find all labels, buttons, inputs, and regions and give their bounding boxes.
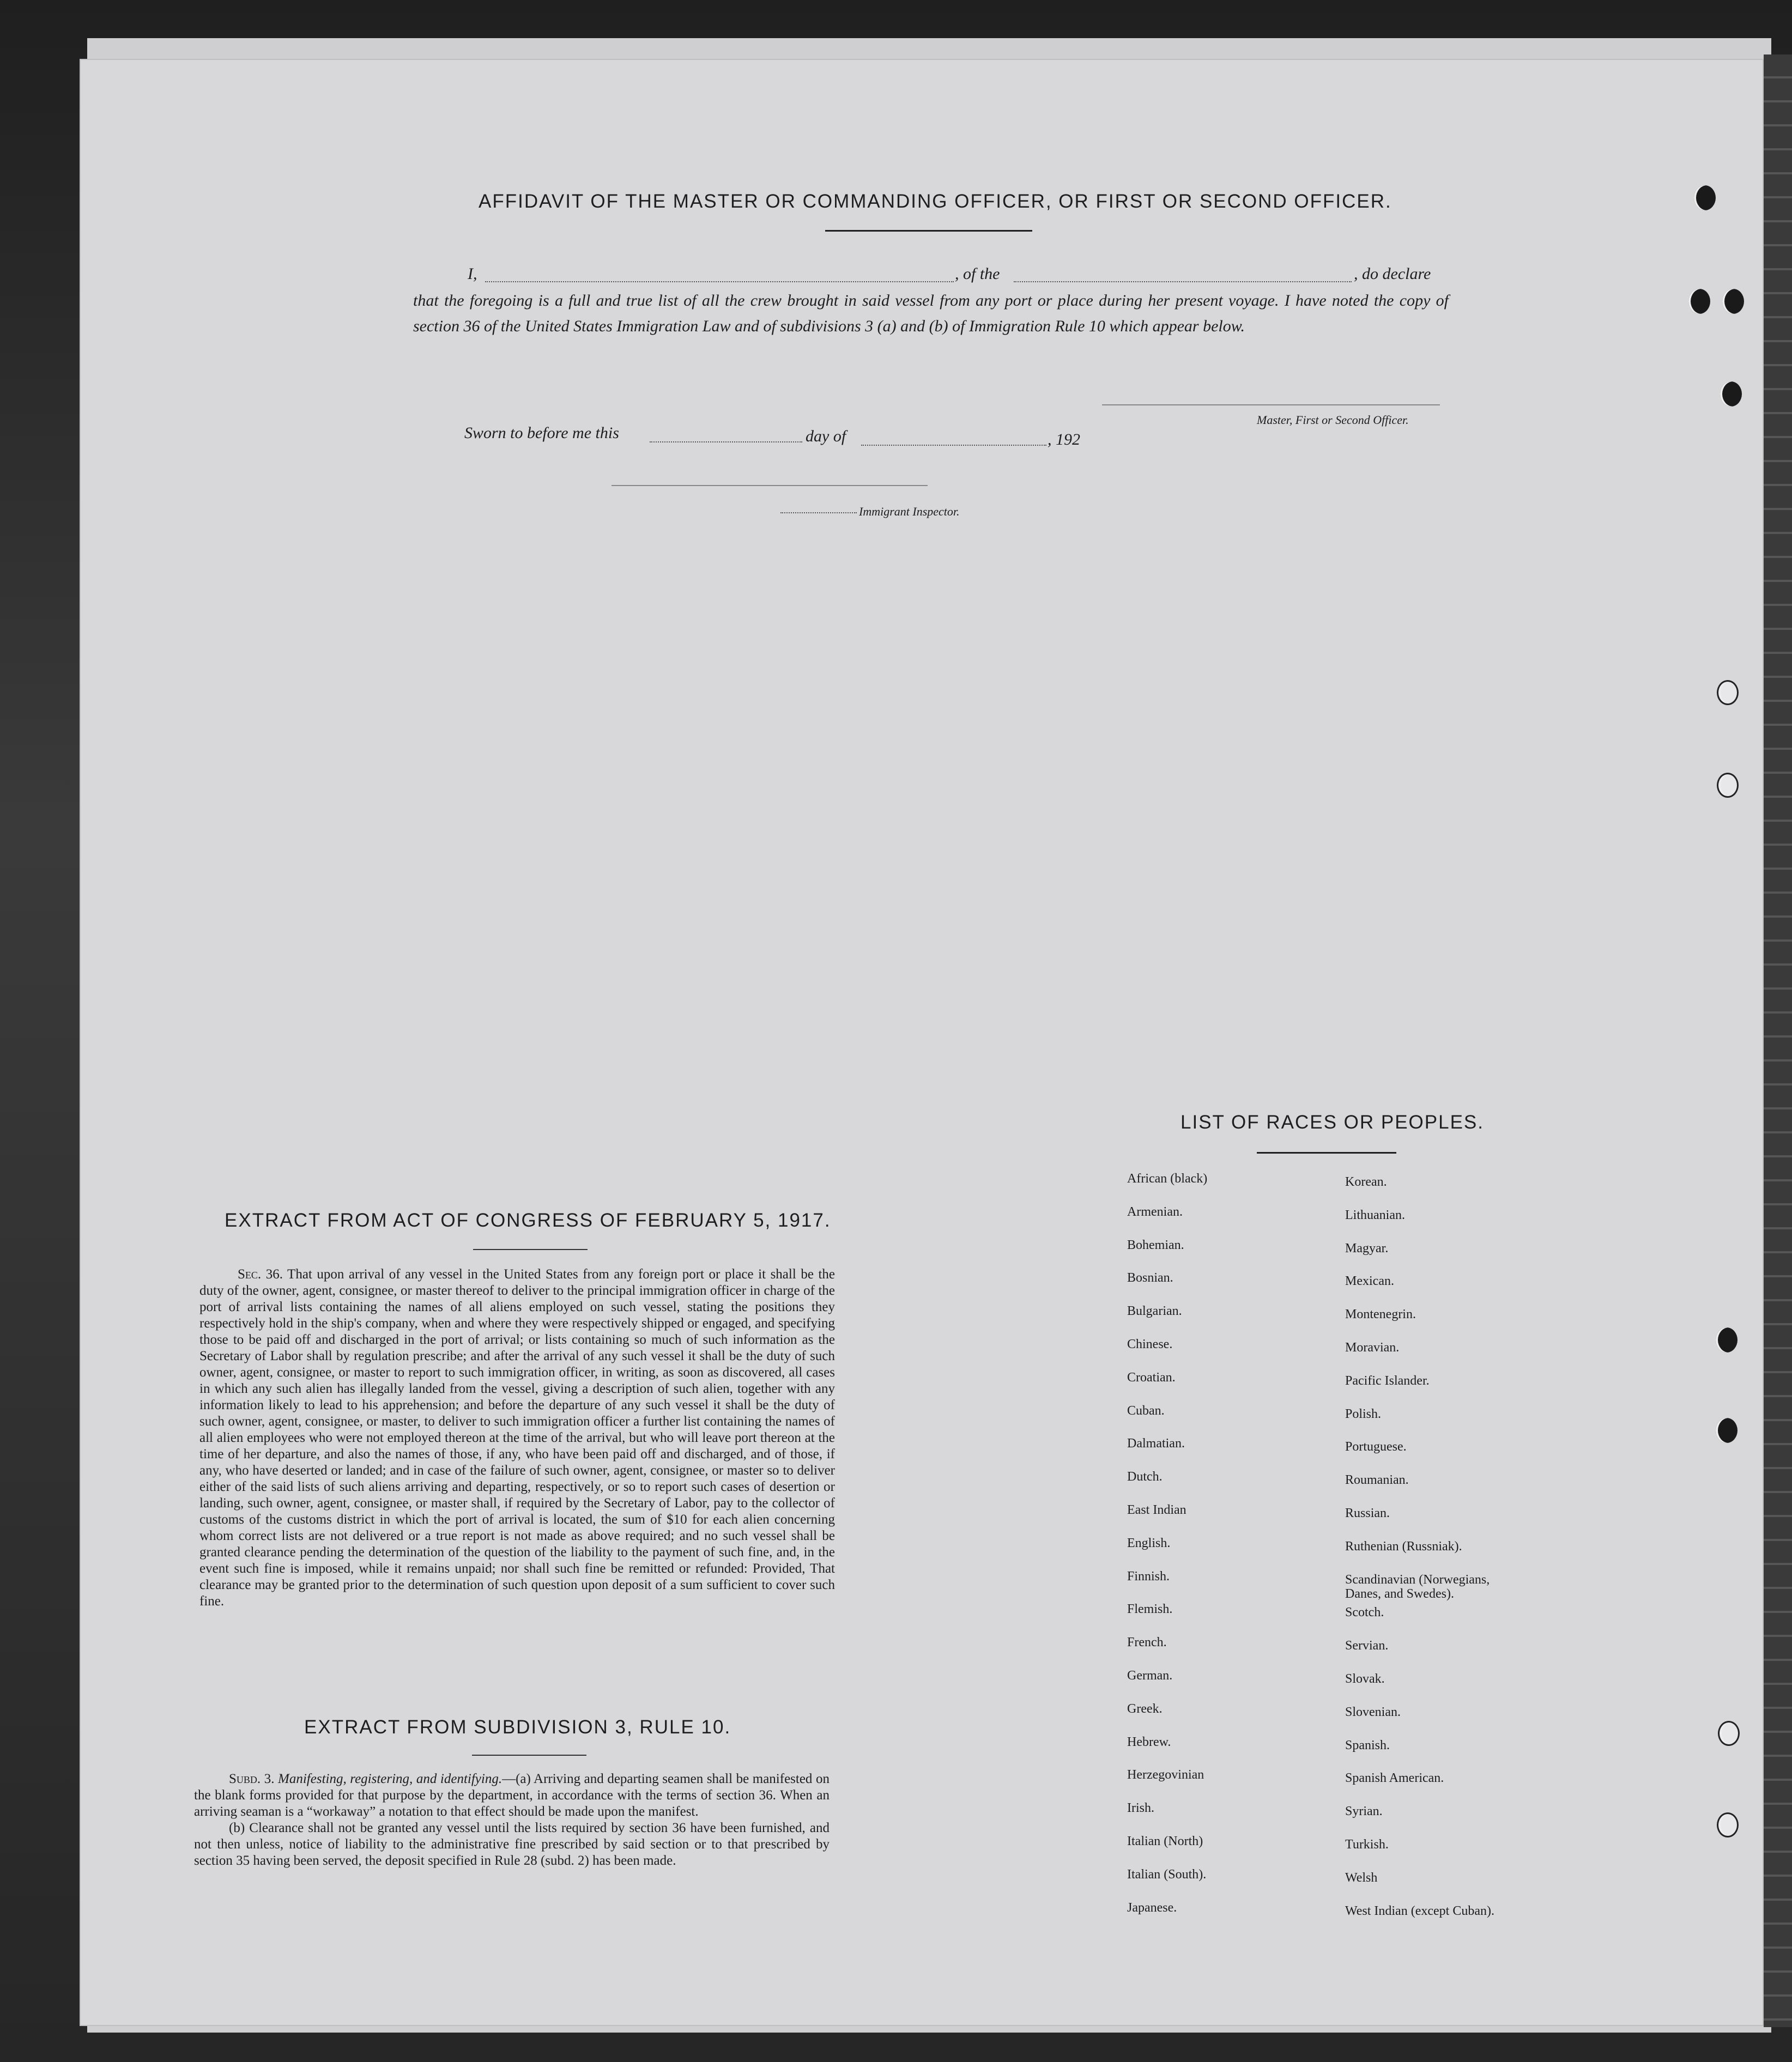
race-item: Moravian. [1345, 1341, 1400, 1355]
race-item: Scotch. [1345, 1605, 1384, 1620]
punch-hole-icon [1716, 1327, 1737, 1353]
race-item: Italian (North) [1127, 1834, 1203, 1848]
punch-hole-icon [1716, 1418, 1737, 1443]
punch-hole-icon [1718, 1721, 1740, 1746]
race-item: Bulgarian. [1127, 1304, 1182, 1319]
para-a: —(a) Arriving and departing seamen shall be manifested on the blank forms provided for that purpose by the department, in accordance with the terms of section 36. When an arriving seaman is a “workaway” a notation to that effect should be made upon the manifest. [194, 1772, 830, 1819]
race-item: West Indian (except Cuban). [1345, 1903, 1494, 1918]
punch-hole-icon [1720, 381, 1742, 407]
race-item: Spanish. [1345, 1738, 1390, 1752]
affidavit-body: that the foregoing is a full and true list of all the crew brought in said vessel from any port or place during her present voyage. I have noted the copy of section 36 of the United States Immigration Law and of subdivisions 3 (a) and (b) of Immigration Rule 10 which appear below. [413, 292, 1449, 335]
race-item: Montenegrin. [1345, 1307, 1416, 1322]
affidavit-title: AFFIDAVIT OF THE MASTER OR COMMANDING OFFICER, OR FIRST OR SECOND OFFICER. [479, 191, 1392, 212]
punch-hole-icon [1722, 289, 1744, 314]
race-item: Welsh [1345, 1870, 1378, 1885]
sworn-text: Sworn to before me this [464, 424, 619, 442]
punch-hole-icon [1717, 773, 1739, 798]
signature-line[interactable] [1102, 404, 1440, 405]
subdivision-3-text [194, 1771, 830, 1869]
inspector-dotted-lead [780, 512, 857, 513]
act-extract-title: EXTRACT FROM ACT OF CONGRESS OF FEBRUARY 5, 1917. [225, 1210, 831, 1231]
name-field-line[interactable] [485, 281, 954, 282]
punch-hole-icon [1688, 289, 1710, 314]
race-item: Cuban. [1127, 1403, 1165, 1418]
race-item: Scandinavian (Norwegians, Danes, and Swedes). [1345, 1572, 1490, 1601]
punch-hole-icon [1694, 185, 1716, 210]
section-36-body: That upon arrival of any vessel in the United States from any foreign port or place it shall be the duty of the owner, agent, consignee, or master thereof to deliver to the principal immigration officer in charge of the port of arrival lists containing the names of all aliens employed on such vessel, stating the positions they respectively hold in the ship's company, when and where they were respectively shipped or engaged, and specifying those to be paid off and discharged in the port of arrival; or lists containing so much of such information as the Secretary of Labor shall by regulation prescribe; and after the arrival of any such vessel it shall be the duty of such owner, agent, consignee, or master to report to such immigration officer, in writing, as soon as discovered, all cases in which any such alien has illegally landed from the vessel, giving a description of such alien, together with any information likely to lead to his apprehension; and before the departure of any such vessel it shall be the duty of such owner, agent, consignee, or master, to deliver to such immigration officer a further list containing the names of all alien employees who were not employed thereon at the time of the arrival, but who will leave port thereon at the time of her departure, and also the names of those, if any, who have been paid off and discharged, and of those, if any, who have deserted or landed; and in case of the failure of such owner, agent, consignee, or master so to deliver either of the said lists of such aliens arriving and departing, respectively, or so to report such cases of desertion or landing, such owner, agent, consignee, or master shall, if required by the Secretary of Labor, pay to the collector of customs of the customs district in which the port of arrival is located, the sum of $10 for each alien concerning whom correct lists are not delivered or a true report is not made as above required; and no such vessel shall be granted clearance pending the determination of the question of the liability to the payment of such fine, and, in the event such fine is imposed, while it remains unpaid; nor shall such fine be remitted or refunded: Provided, That clearance may be granted prior to the determination of such question upon deposit of a sum sufficient to cover such fine. [199, 1267, 835, 1609]
race-item: Italian (South). [1127, 1867, 1207, 1882]
race-item: Japanese. [1127, 1900, 1177, 1915]
race-item: East Indian [1127, 1503, 1186, 1517]
signature-label: Master, First or Second Officer. [1257, 413, 1409, 427]
inspector-label: Immigrant Inspector. [859, 505, 960, 518]
day-field-line[interactable] [650, 441, 802, 442]
race-item: Bohemian. [1127, 1238, 1184, 1252]
race-item: Lithuanian. [1345, 1208, 1405, 1222]
para-b: (b) Clearance shall not be granted any vessel until the lists required by section 36 have been furnished, and not then unless, notice of liability to the administrative fine prescribed by said section or to that prescribed by section 35 having been served, the deposit specified in Rule 28 (subd. 2) has been made. [194, 1821, 830, 1868]
race-item: Pacific Islander. [1345, 1373, 1430, 1388]
race-item: Roumanian. [1345, 1473, 1409, 1488]
affidavit-declare: , do declare [1354, 265, 1431, 283]
race-item: Slovak. [1345, 1672, 1385, 1686]
section-36-text [199, 1266, 835, 1610]
race-item: African (black) [1127, 1172, 1208, 1186]
affidavit-i: I, [468, 265, 477, 283]
race-item: Irish. [1127, 1801, 1154, 1816]
race-item: Magyar. [1345, 1241, 1389, 1256]
act-title-underline [473, 1249, 588, 1250]
race-item: Mexican. [1345, 1274, 1394, 1289]
race-item: Dalmatian. [1127, 1436, 1185, 1451]
race-item: Portuguese. [1345, 1440, 1407, 1454]
race-item: Bosnian. [1127, 1271, 1173, 1285]
race-item: Croatian. [1127, 1370, 1176, 1385]
vessel-field-line[interactable] [1014, 281, 1352, 282]
title-underline [825, 230, 1032, 232]
race-item: Chinese. [1127, 1337, 1173, 1351]
race-item: French. [1127, 1635, 1167, 1650]
races-title-underline [1257, 1152, 1396, 1154]
race-item: Spanish American. [1345, 1771, 1444, 1786]
race-item: English. [1127, 1536, 1171, 1550]
month-field-line[interactable] [861, 445, 1046, 446]
race-item: Polish. [1345, 1406, 1382, 1421]
race-item: Flemish. [1127, 1602, 1173, 1617]
race-item: Hebrew. [1127, 1734, 1171, 1749]
subd-lead: Subd. 3. [229, 1772, 275, 1786]
race-item: German. [1127, 1669, 1173, 1683]
race-item: Finnish. [1127, 1569, 1170, 1584]
race-item: Turkish. [1345, 1837, 1389, 1852]
year-text: , 192 [1048, 430, 1080, 448]
race-item: Greek. [1127, 1701, 1163, 1716]
race-item: Dutch. [1127, 1470, 1163, 1484]
races-title: LIST OF RACES OR PEOPLES. [1180, 1112, 1485, 1133]
day-of-text: day of [806, 427, 846, 445]
race-item: Korean. [1345, 1175, 1387, 1189]
rule-extract-title: EXTRACT FROM SUBDIVISION 3, RULE 10. [304, 1717, 731, 1738]
race-item: Slovenian. [1345, 1705, 1401, 1719]
punch-hole-icon [1717, 1812, 1739, 1837]
punch-hole-icon [1717, 680, 1739, 705]
race-item: Servian. [1345, 1639, 1389, 1653]
race-item: Herzegovinian [1127, 1768, 1204, 1782]
subd-heading: Manifesting, registering, and identifying. [278, 1772, 503, 1786]
race-item: Armenian. [1127, 1204, 1183, 1219]
affidavit-of-the: , of the [955, 265, 1000, 283]
section-lead: Sec. 36. [238, 1267, 283, 1282]
race-item: Russian. [1345, 1506, 1390, 1520]
inspector-signature-line[interactable] [612, 485, 928, 486]
rule-title-underline [472, 1755, 586, 1756]
race-item: Syrian. [1345, 1804, 1383, 1819]
race-item: Ruthenian (Russniak). [1345, 1539, 1462, 1554]
adjacent-page-edge [1764, 54, 1792, 2027]
